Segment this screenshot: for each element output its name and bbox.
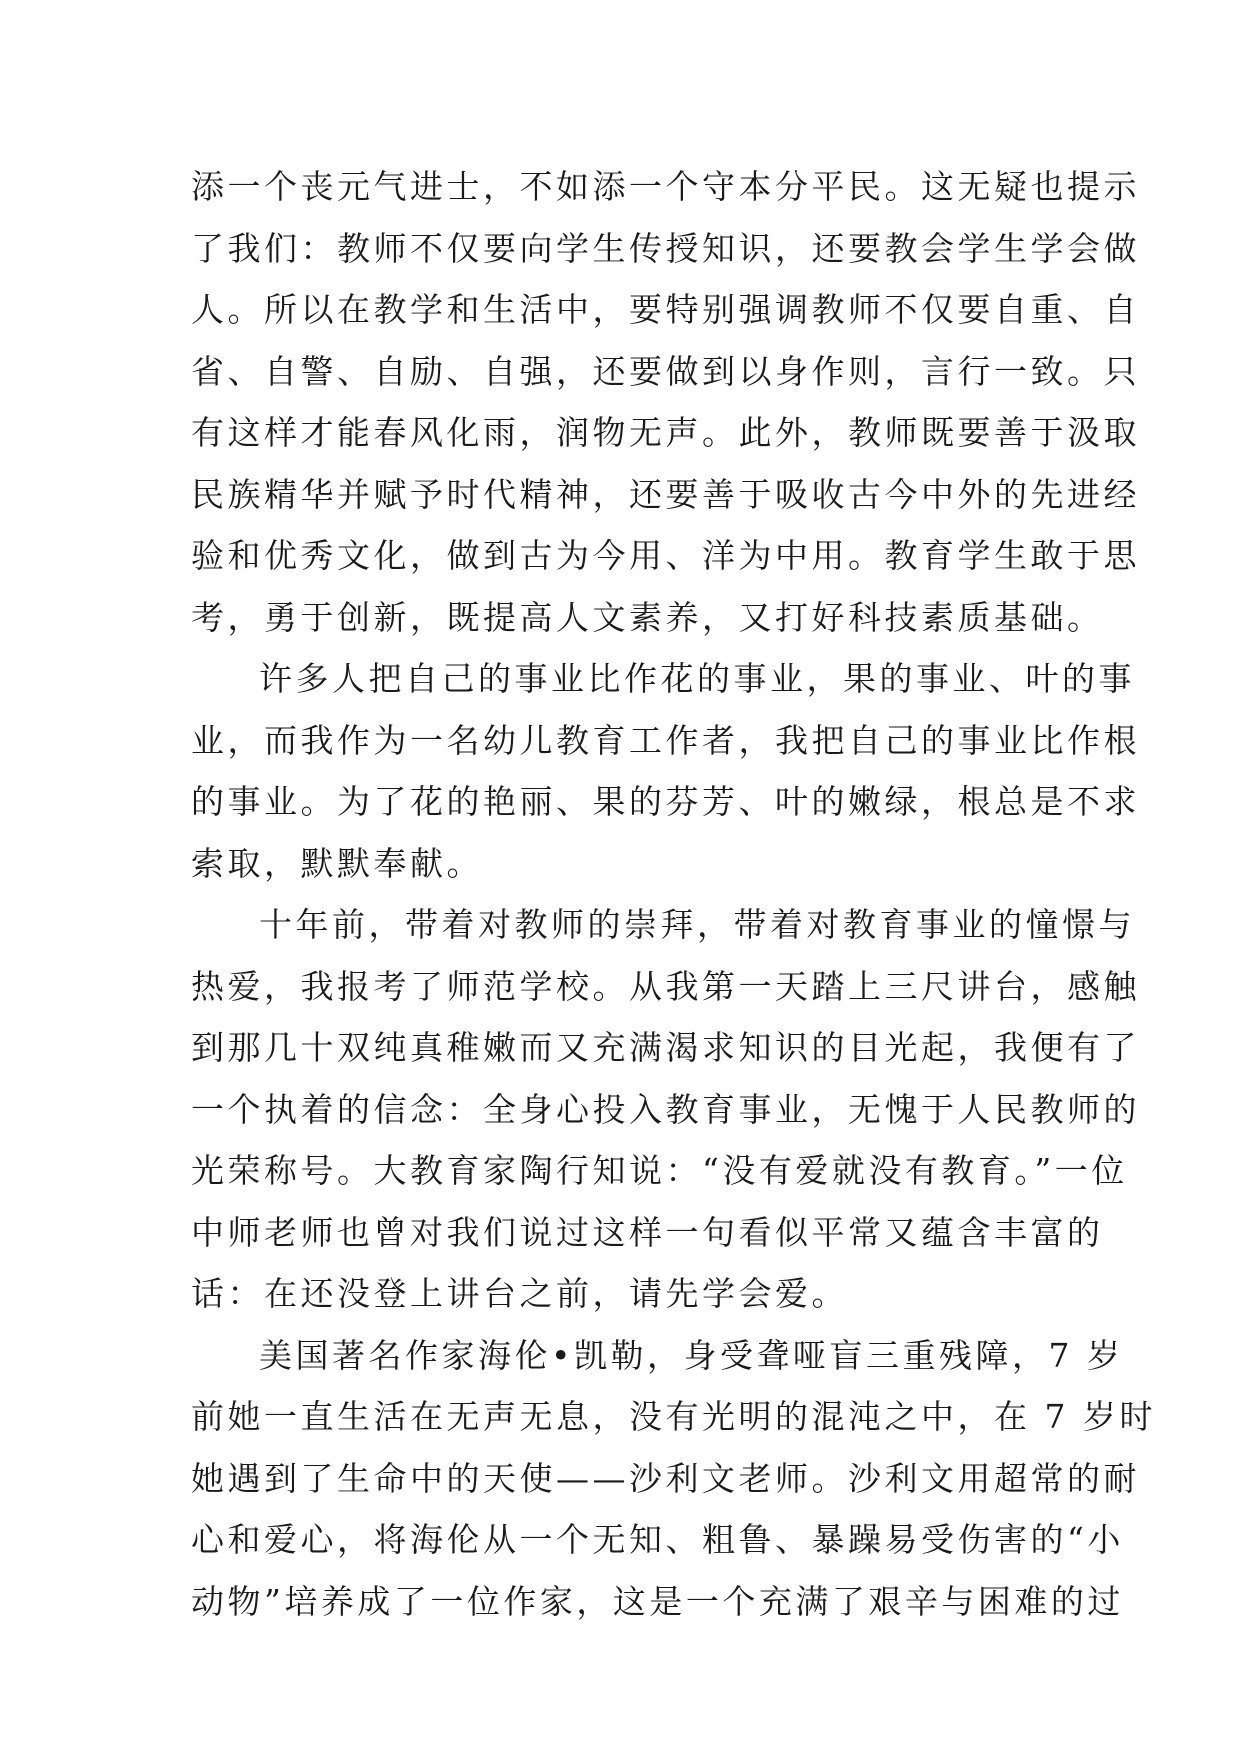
text-line: 光荣称号。大教育家陶行知说：“没有爱就没有教育。”一位 bbox=[191, 1151, 1128, 1190]
text-line: 前她一直生活在无声无息，没有光明的混沌之中，在 7 岁时 bbox=[191, 1397, 1156, 1436]
text-line: 索取，默默奉献。 bbox=[191, 843, 483, 883]
text-line: 十年前，带着对教师的崇拜，带着对教育事业的憧憬与 bbox=[259, 905, 1135, 944]
text-line: 热爱，我报考了师范学校。从我第一天踏上三尺讲台，感触 bbox=[191, 966, 1140, 1006]
text-line: 动物”培养成了一位作家，这是一个充满了艰辛与困难的过 bbox=[191, 1581, 1124, 1621]
text-line: 业，而我作为一名幼儿教育工作者，我把自己的事业比作根 bbox=[191, 720, 1140, 760]
text-line: 验和优秀文化，做到古为今用、洋为中用。教育学生敢于思 bbox=[191, 536, 1140, 575]
text-line: 民族精华并赋予时代精神，还要善于吸收古今中外的先进经 bbox=[191, 474, 1140, 514]
text-line: 有这样才能春风化雨，润物无声。此外，教师既要善于汲取 bbox=[191, 413, 1140, 452]
text-line: 人。所以在教学和生活中，要特别强调教师不仅要自重、自 bbox=[191, 290, 1140, 329]
text-line: 一个执着的信念：全身心投入教育事业，无愧于人民教师的 bbox=[191, 1089, 1140, 1129]
text-line: 省、自警、自励、自强，还要做到以身作则，言行一致。只 bbox=[191, 351, 1140, 391]
text-line: 考，勇于创新，既提高人文素养，又打好科技素质基础。 bbox=[191, 597, 1104, 637]
text-line: 许多人把自己的事业比作花的事业，果的事业、叶的事 bbox=[259, 659, 1135, 698]
text-line: 美国著名作家海伦•凯勒，身受聋哑盲三重残障，7 岁 bbox=[259, 1335, 1124, 1375]
text-line: 了我们：教师不仅要向学生传授知识，还要教会学生学会做 bbox=[191, 228, 1140, 268]
text-line: 中师老师也曾对我们说过这样一句看似平常又蕴含丰富的 bbox=[191, 1212, 1104, 1252]
text-line: 添一个丧元气进士，不如添一个守本分平民。这无疑也提示 bbox=[191, 167, 1140, 206]
text-line: 话：在还没登上讲台之前，请先学会爱。 bbox=[191, 1274, 848, 1313]
body-text bbox=[191, 156, 1156, 1632]
text-line: 心和爱心，将海伦从一个无知、粗鲁、暴躁易受伤害的“小 bbox=[191, 1520, 1124, 1559]
text-line: 的事业。为了花的艳丽、果的芬芳、叶的嫩绿，根总是不求 bbox=[191, 782, 1140, 821]
text-line: 到那几十双纯真稚嫩而又充满渴求知识的目光起，我便有了 bbox=[191, 1028, 1140, 1067]
text-line: 她遇到了生命中的天使——沙利文老师。沙利文用超常的耐 bbox=[191, 1458, 1140, 1498]
